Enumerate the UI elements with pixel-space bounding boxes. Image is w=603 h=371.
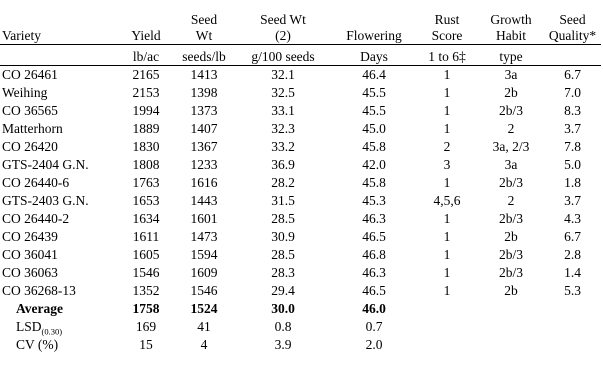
header-quality	[544, 8, 601, 45]
cell-quality: 1.4	[564, 265, 581, 280]
cell-yield: 1634	[132, 211, 160, 226]
cell-growth: 2b/3	[498, 247, 523, 262]
cell-rust: 1	[443, 265, 451, 280]
cell-yield: 1653	[132, 193, 160, 208]
cell-seed-wt: 1616	[190, 175, 218, 190]
header-growth-line1: Growth	[490, 12, 532, 27]
cell-flowering: 45.5	[362, 85, 386, 100]
cell-rust: 3	[443, 157, 451, 172]
cell-quality: 4.3	[564, 211, 581, 226]
cell-flowering: 42.0	[362, 157, 386, 172]
cell-flowering: 46.4	[332, 66, 416, 85]
cell-yield: 1763	[132, 175, 160, 190]
cell-seed-wt2: 33.2	[271, 139, 295, 154]
lsd-yield: 169	[135, 319, 157, 334]
cell-quality: 5.3	[564, 283, 581, 298]
header-variety: Variety	[2, 28, 41, 43]
table-row	[0, 120, 601, 138]
header-rust-line1: Rust	[434, 12, 460, 27]
header-growth-line2: Habit	[496, 28, 526, 43]
unit-seed-wt: seeds/lb	[174, 45, 234, 66]
average-empty-rust	[416, 300, 478, 318]
cell-variety: GTS-2403 G.N.	[2, 193, 89, 208]
table-row	[0, 192, 601, 210]
header-seed-wt2-line2: (2)	[275, 28, 291, 43]
cell-flowering: 46.5	[362, 229, 386, 244]
cell-rust: 1	[443, 283, 451, 298]
cell-growth: 2b	[504, 85, 518, 100]
cell-seed-wt: 1233	[190, 157, 218, 172]
lsd-label-sub: (0.30)	[41, 326, 63, 337]
unit-yield: lb/ac	[118, 45, 174, 66]
cell-yield: 2165	[118, 66, 174, 85]
cell-variety: Weihing	[2, 85, 48, 100]
cell-growth: 2b/3	[498, 211, 523, 226]
unit-rust: 1 to 6‡	[416, 45, 478, 66]
cell-growth: 3a	[478, 66, 544, 85]
header-seed-wt2	[234, 8, 332, 45]
cell-growth: 2b	[504, 283, 518, 298]
cell-variety: CO 26440-2	[2, 211, 70, 226]
cell-yield: 1889	[132, 121, 160, 136]
cell-seed-wt: 1373	[190, 103, 218, 118]
cell-flowering: 46.8	[362, 247, 386, 262]
lsd-empty-quality	[544, 318, 601, 336]
lsd-label	[0, 318, 118, 336]
cell-variety: CO 36041	[2, 247, 58, 262]
cell-growth: 2b/3	[498, 103, 523, 118]
cell-seed-wt2: 36.9	[271, 157, 295, 172]
table-row	[0, 102, 601, 120]
unit-growth: type	[478, 45, 544, 66]
cell-quality: 6.7	[544, 66, 601, 85]
cell-yield: 1994	[132, 103, 160, 118]
cv-label: CV (%)	[16, 337, 59, 352]
cv-empty-quality	[544, 336, 601, 354]
cell-flowering: 46.5	[362, 283, 386, 298]
lsd-empty-growth	[478, 318, 544, 336]
header-seed-wt	[174, 8, 234, 45]
header-quality-line2: Quality*	[548, 28, 597, 43]
cv-seed-wt: 4	[200, 337, 208, 352]
table-row	[0, 138, 601, 156]
cell-seed-wt: 1367	[190, 139, 218, 154]
cell-seed-wt: 1609	[190, 265, 218, 280]
average-seed-wt: 1524	[190, 301, 218, 316]
average-flowering: 46.0	[362, 301, 386, 316]
cell-seed-wt: 1443	[190, 193, 218, 208]
variety-trial-table	[0, 8, 601, 354]
header-row	[0, 8, 601, 45]
header-quality-line1: Seed	[559, 12, 586, 27]
table-row	[0, 156, 601, 174]
header-yield: Yield	[131, 28, 161, 43]
lsd-row	[0, 318, 601, 336]
cell-growth: 3a, 2/3	[492, 139, 530, 154]
lsd-empty-rust	[416, 318, 478, 336]
table-row	[0, 282, 601, 300]
cell-growth: 2	[507, 121, 515, 136]
cell-flowering: 45.3	[362, 193, 386, 208]
cell-variety: CO 26440-6	[2, 175, 70, 190]
cell-yield: 1830	[132, 139, 160, 154]
cell-growth: 2b/3	[498, 175, 523, 190]
cell-seed-wt: 1601	[190, 211, 218, 226]
average-label: Average	[16, 301, 63, 316]
cv-empty-rust	[416, 336, 478, 354]
lsd-seed-wt: 41	[197, 319, 211, 334]
table-header	[0, 8, 601, 66]
cell-growth: 3a	[504, 157, 518, 172]
cell-growth: 2b/3	[498, 265, 523, 280]
cell-seed-wt: 1473	[190, 229, 218, 244]
cell-quality: 3.7	[564, 193, 581, 208]
header-seed-wt2-line1: Seed Wt	[260, 12, 306, 27]
table-body	[0, 66, 601, 355]
cell-quality: 1.8	[564, 175, 581, 190]
cell-growth: 2	[507, 193, 515, 208]
cell-quality: 7.0	[564, 85, 581, 100]
cv-row	[0, 336, 601, 354]
cell-quality: 8.3	[564, 103, 581, 118]
unit-variety	[0, 45, 118, 66]
cell-flowering: 45.8	[362, 175, 386, 190]
cell-rust: 1	[443, 247, 451, 262]
unit-quality	[544, 45, 601, 66]
cell-seed-wt2: 28.5	[271, 211, 295, 226]
cell-quality: 6.7	[564, 229, 581, 244]
cell-yield: 1611	[132, 229, 160, 244]
cell-seed-wt2: 32.1	[234, 66, 332, 85]
cell-variety: CO 36063	[2, 265, 58, 280]
cv-empty-growth	[478, 336, 544, 354]
cell-yield: 1605	[132, 247, 160, 262]
cell-rust: 1	[416, 66, 478, 85]
cell-seed-wt2: 30.9	[271, 229, 295, 244]
cell-seed-wt2: 31.5	[271, 193, 295, 208]
cell-quality: 5.0	[564, 157, 581, 172]
average-empty-growth	[478, 300, 544, 318]
table-row	[0, 210, 601, 228]
cell-variety: CO 36565	[2, 103, 58, 118]
header-flowering: Flowering	[346, 28, 402, 43]
average-empty-quality	[544, 300, 601, 318]
cell-seed-wt: 1398	[190, 85, 218, 100]
cell-quality: 7.8	[564, 139, 581, 154]
header-seed-wt-line2: Wt	[195, 28, 213, 43]
lsd-seed-wt2: 0.8	[274, 319, 292, 334]
header-rust-line2: Score	[431, 28, 463, 43]
table-row	[0, 228, 601, 246]
cell-quality: 2.8	[564, 247, 581, 262]
average-yield: 1758	[132, 301, 160, 316]
cv-yield: 15	[139, 337, 153, 352]
cell-flowering: 46.3	[362, 265, 386, 280]
cv-seed-wt2: 3.9	[274, 337, 292, 352]
cell-seed-wt2: 33.1	[271, 103, 295, 118]
cell-seed-wt2: 29.4	[271, 283, 295, 298]
header-growth	[478, 8, 544, 45]
table-row	[0, 246, 601, 264]
cell-yield: 1546	[132, 265, 160, 280]
cv-flowering: 2.0	[365, 337, 383, 352]
table-row	[0, 174, 601, 192]
unit-flowering: Days	[332, 45, 416, 66]
cell-flowering: 45.5	[362, 103, 386, 118]
table-row	[0, 264, 601, 282]
cell-seed-wt: 1407	[190, 121, 218, 136]
cell-rust: 1	[443, 121, 451, 136]
cell-seed-wt: 1594	[190, 247, 218, 262]
lsd-label-text: LSD	[16, 319, 42, 334]
cell-seed-wt: 1413	[174, 66, 234, 85]
cell-seed-wt2: 32.3	[271, 121, 295, 136]
cell-rust: 1	[443, 211, 451, 226]
cell-quality: 3.7	[564, 121, 581, 136]
cell-rust: 1	[443, 103, 451, 118]
header-seed-wt-line1: Seed	[190, 12, 218, 27]
cell-growth: 2b	[504, 229, 518, 244]
cell-variety: CO 26420	[2, 139, 58, 154]
average-row	[0, 300, 601, 318]
cell-seed-wt: 1546	[190, 283, 218, 298]
cell-variety: CO 26439	[2, 229, 58, 244]
cell-flowering: 46.3	[362, 211, 386, 226]
table-row	[0, 66, 601, 85]
cell-seed-wt2: 32.5	[271, 85, 295, 100]
cell-yield: 2153	[132, 85, 160, 100]
cell-rust: 4,5,6	[433, 193, 461, 208]
cell-seed-wt2: 28.2	[271, 175, 295, 190]
cell-yield: 1352	[132, 283, 160, 298]
units-row	[0, 45, 601, 66]
cell-seed-wt2: 28.3	[271, 265, 295, 280]
cell-flowering: 45.0	[362, 121, 386, 136]
cell-variety: Matterhorn	[2, 121, 63, 136]
cell-variety: CO 36268-13	[2, 283, 76, 298]
cell-variety: CO 26461	[0, 66, 118, 85]
lsd-flowering: 0.7	[365, 319, 383, 334]
cell-flowering: 45.8	[362, 139, 386, 154]
cell-rust: 1	[443, 85, 451, 100]
cell-rust: 1	[443, 175, 451, 190]
table-row	[0, 84, 601, 102]
unit-seed-wt2: g/100 seeds	[234, 45, 332, 66]
cell-yield: 1808	[132, 157, 160, 172]
average-seed-wt2: 30.0	[271, 301, 295, 316]
cell-seed-wt2: 28.5	[271, 247, 295, 262]
cell-variety: GTS-2404 G.N.	[2, 157, 89, 172]
header-rust	[416, 8, 478, 45]
cell-rust: 1	[443, 229, 451, 244]
cell-rust: 2	[443, 139, 451, 154]
